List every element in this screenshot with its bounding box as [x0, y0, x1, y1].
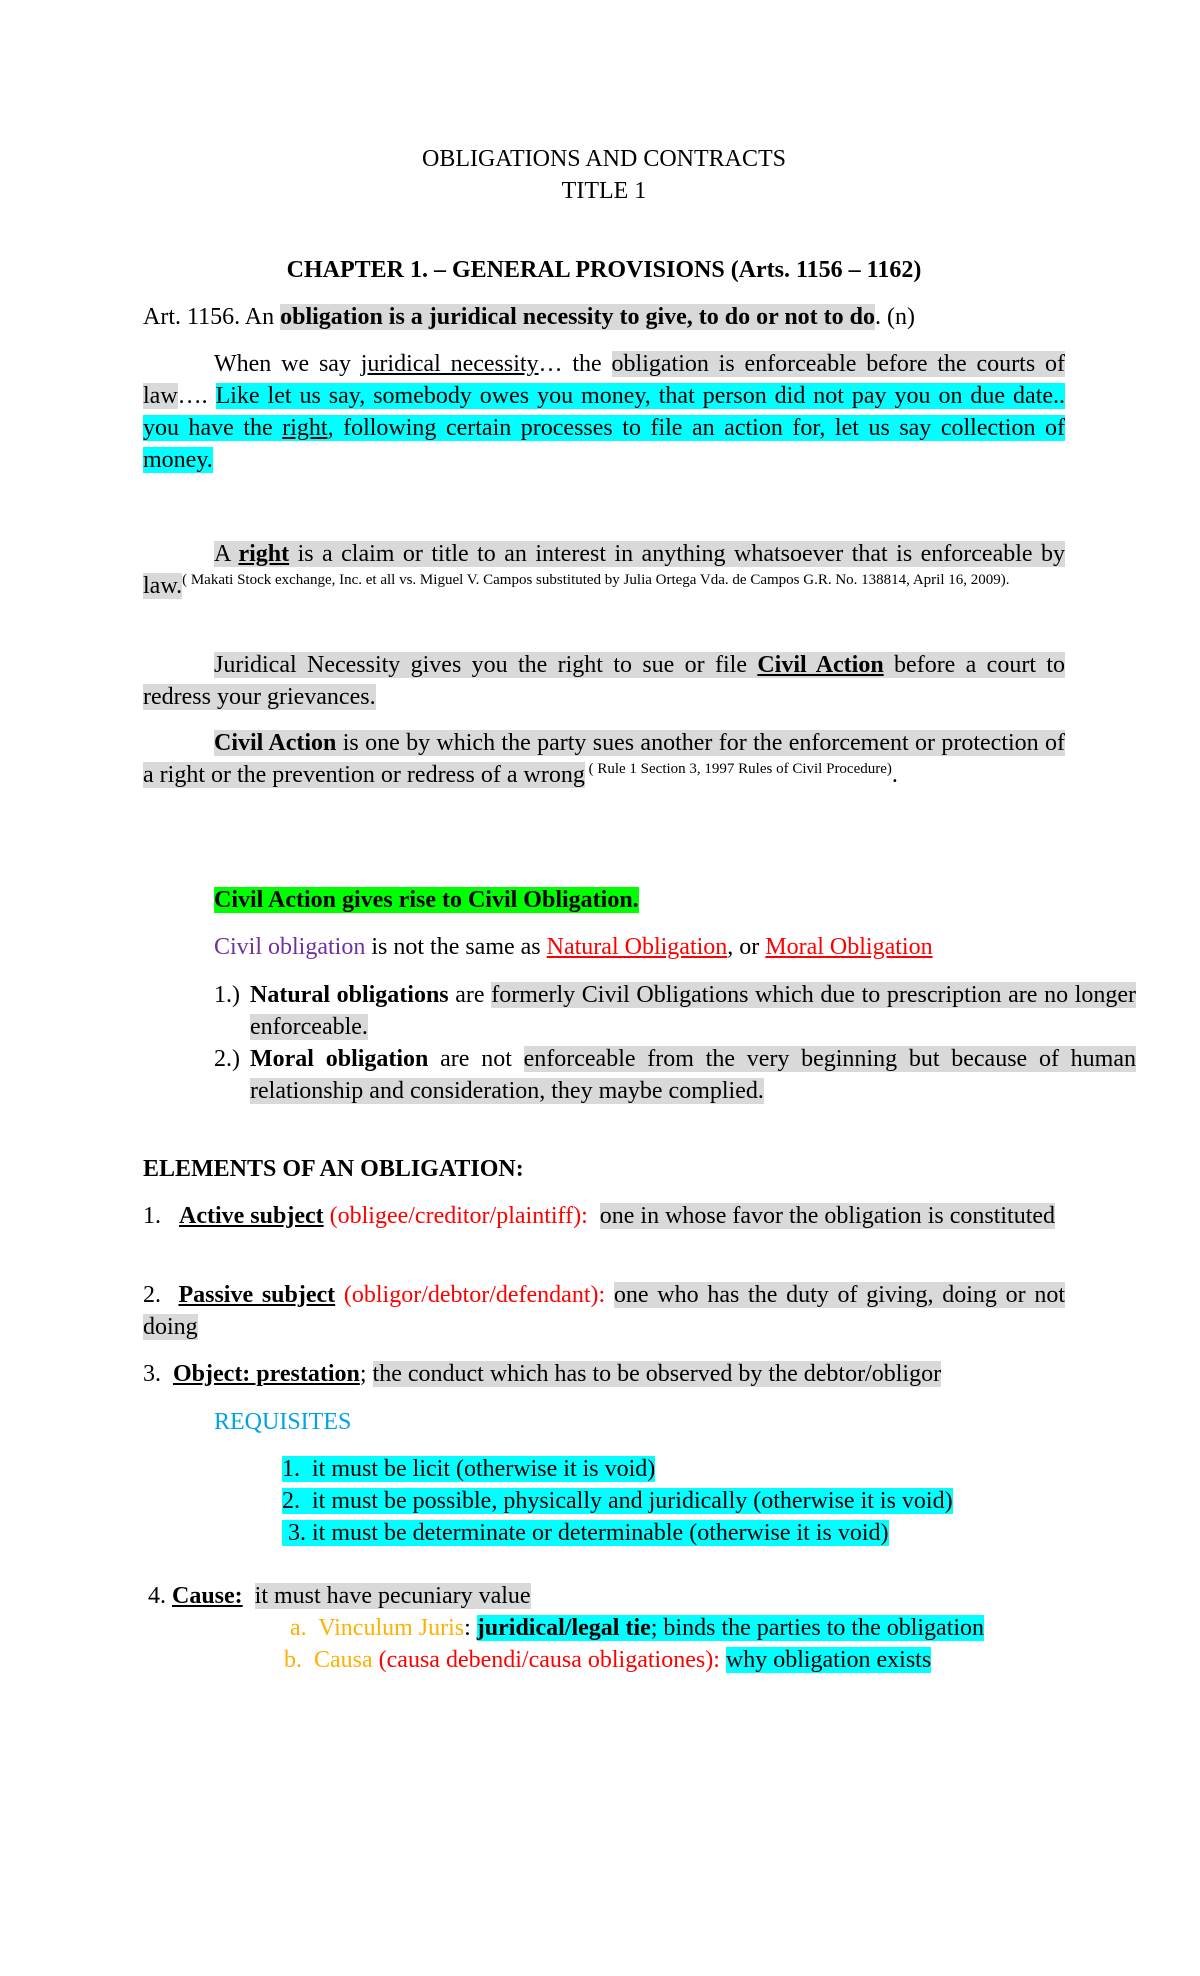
- civil-action-rise-line: [143, 884, 1065, 916]
- art-prefix: Art. 1156. An: [143, 304, 281, 330]
- citation: ( Makati Stock exchange, Inc. et all vs. Miguel V. Campos substituted by Julia Ortega Vda. de Campos G.R. No. 138814, April 16, 2009).: [182, 572, 1010, 588]
- element-object: [143, 1358, 1065, 1390]
- list-item-moral-obligation: [214, 1043, 1136, 1107]
- article-1156: [143, 301, 1065, 333]
- chapter-heading: [143, 254, 1065, 286]
- element-desc: one who has the duty of giving, doing or not doing: [143, 1282, 1066, 1340]
- list-body: [250, 979, 1136, 1043]
- sub-rest: ; binds the parties to the obligation: [650, 1615, 985, 1641]
- element-desc: it must have pecuniary value: [254, 1583, 531, 1609]
- text-run: before a court to redress your grievances.: [143, 652, 1066, 710]
- requisite-text: 3. it must be determinate or determinable (otherwise it is void): [282, 1520, 889, 1546]
- text-run: are: [448, 982, 492, 1008]
- obligation-comparison: [143, 931, 1065, 963]
- element-passive-subject: [143, 1279, 1065, 1343]
- text-run: Civil Action: [214, 730, 337, 756]
- text-run: is a claim or title to an interest in anything whatsoever that is enforceable by law.: [143, 541, 1065, 599]
- paragraph-necessity-right-to-sue: [143, 649, 1065, 713]
- sub-rest: why obligation exists: [725, 1647, 932, 1673]
- cyan-highlight: [477, 1615, 984, 1641]
- paragraph-right-definition: [143, 538, 1065, 602]
- text-run: ….: [177, 383, 216, 409]
- list-body: [250, 1043, 1136, 1107]
- element-number: 4.: [148, 1583, 166, 1609]
- text-run: Moral Obligation: [765, 934, 933, 960]
- element-term: Cause:: [172, 1583, 243, 1609]
- element-number: 3.: [143, 1361, 161, 1387]
- text-run: Moral obligation: [250, 1046, 429, 1072]
- sub-bold: juridical/legal tie: [476, 1615, 651, 1641]
- element-term: Passive subject: [178, 1282, 336, 1308]
- requisite-text: 1. it must be licit (otherwise it is void): [282, 1456, 656, 1482]
- element-sep: ;: [359, 1361, 373, 1387]
- requisite-text: 2. it must be possible, physically and juridically (otherwise it is void): [282, 1488, 953, 1514]
- text-run: is not the same as: [365, 934, 547, 960]
- green-highlight-text: Civil Action gives rise to Civil Obligation.: [214, 887, 639, 913]
- document-title: [143, 143, 1065, 175]
- requisite-3: [282, 1517, 1065, 1549]
- requisites-label: [143, 1406, 1065, 1438]
- text-run: right: [238, 541, 290, 567]
- text-run: When we say: [214, 351, 361, 377]
- cause-sub-vinculum-juris: [290, 1612, 1065, 1644]
- text-run: Juridical Necessity gives you the right to sue or file: [214, 652, 758, 678]
- text-run: Like let us say, somebody owes you money, that person did not pay you on due date.. you have the: [143, 383, 1066, 441]
- element-term: Active subject: [179, 1203, 324, 1229]
- art-suffix: . (n): [875, 304, 915, 330]
- requisites-label-text: REQUISITES: [214, 1409, 352, 1435]
- text-run: Natural obligations: [250, 982, 449, 1008]
- text-run: formerly Civil Obligations which due to prescription are no longer enforceable.: [250, 982, 1137, 1040]
- text-run: are not: [428, 1046, 524, 1072]
- text-run: , following certain processes to file an action for, let us say collection of money.: [143, 415, 1065, 473]
- text-run: juridical necessity: [360, 351, 539, 377]
- subtitle-text: TITLE 1: [561, 178, 647, 204]
- sub-letter: b.: [284, 1647, 302, 1673]
- element-desc: the conduct which has to be observed by the debtor/obligor: [372, 1361, 942, 1387]
- text-run: obligation is enforceable before the courts of law: [143, 351, 1065, 409]
- text-run: … the: [538, 351, 612, 377]
- sub-letter: a.: [290, 1615, 307, 1641]
- element-cause: [148, 1580, 1070, 1612]
- sub-sep: :: [464, 1615, 477, 1641]
- sub-term: Causa: [314, 1647, 373, 1673]
- text-run: right: [282, 415, 328, 441]
- element-number: 1.: [143, 1203, 161, 1229]
- paragraph-juridical-necessity: [143, 348, 1065, 476]
- paragraph-civil-action: [143, 727, 1065, 791]
- citation: ( Rule 1 Section 3, 1997 Rules of Civil Procedure): [584, 761, 892, 777]
- gray-highlight: [143, 652, 1065, 710]
- text-run: is one by which the party sues another for the enforcement or protection of a right or the prevention or redress of a wrong: [143, 730, 1065, 788]
- list-number: 2.): [214, 1046, 240, 1072]
- chapter-text: CHAPTER 1. – GENERAL PROVISIONS (Arts. 1156 – 1162): [286, 257, 922, 283]
- text-run: Civil obligation: [214, 934, 366, 960]
- element-term: Object: prestation: [173, 1361, 360, 1387]
- element-desc: one in whose favor the obligation is constituted: [599, 1203, 1056, 1229]
- element-number: 2.: [143, 1282, 161, 1308]
- elements-heading: [143, 1153, 1065, 1185]
- text-run: enforceable from the very beginning but because of human relationship and consideration, they maybe complied.: [250, 1046, 1136, 1104]
- text-run: A: [214, 541, 239, 567]
- art-definition: obligation is a juridical necessity to give, to do or not to do: [280, 304, 875, 330]
- requisite-2: [282, 1485, 1065, 1517]
- element-alias: (obligee/creditor/plaintiff):: [323, 1203, 588, 1229]
- list-item-natural-obligation: [214, 979, 1137, 1043]
- element-alias: (obligor/debtor/defendant):: [335, 1282, 606, 1308]
- cause-sub-causa: [284, 1644, 1065, 1676]
- sub-alias: (causa debendi/causa obligationes):: [372, 1647, 720, 1673]
- text-run: .: [891, 762, 898, 788]
- title-text: OBLIGATIONS AND CONTRACTS: [421, 146, 787, 172]
- heading-text: ELEMENTS OF AN OBLIGATION:: [143, 1156, 524, 1182]
- gray-highlight: [143, 541, 1065, 599]
- requisite-1: [282, 1453, 1065, 1485]
- cyan-highlight: [143, 383, 1065, 473]
- gray-highlight: [143, 730, 1065, 788]
- document-subtitle: [143, 175, 1065, 207]
- list-number: 1.): [214, 982, 240, 1008]
- sub-term: Vinculum Juris: [318, 1615, 465, 1641]
- text-run: Civil Action: [757, 652, 884, 678]
- element-active-subject: [143, 1200, 1065, 1232]
- text-run: , or: [727, 934, 766, 960]
- text-run: Natural Obligation: [546, 934, 728, 960]
